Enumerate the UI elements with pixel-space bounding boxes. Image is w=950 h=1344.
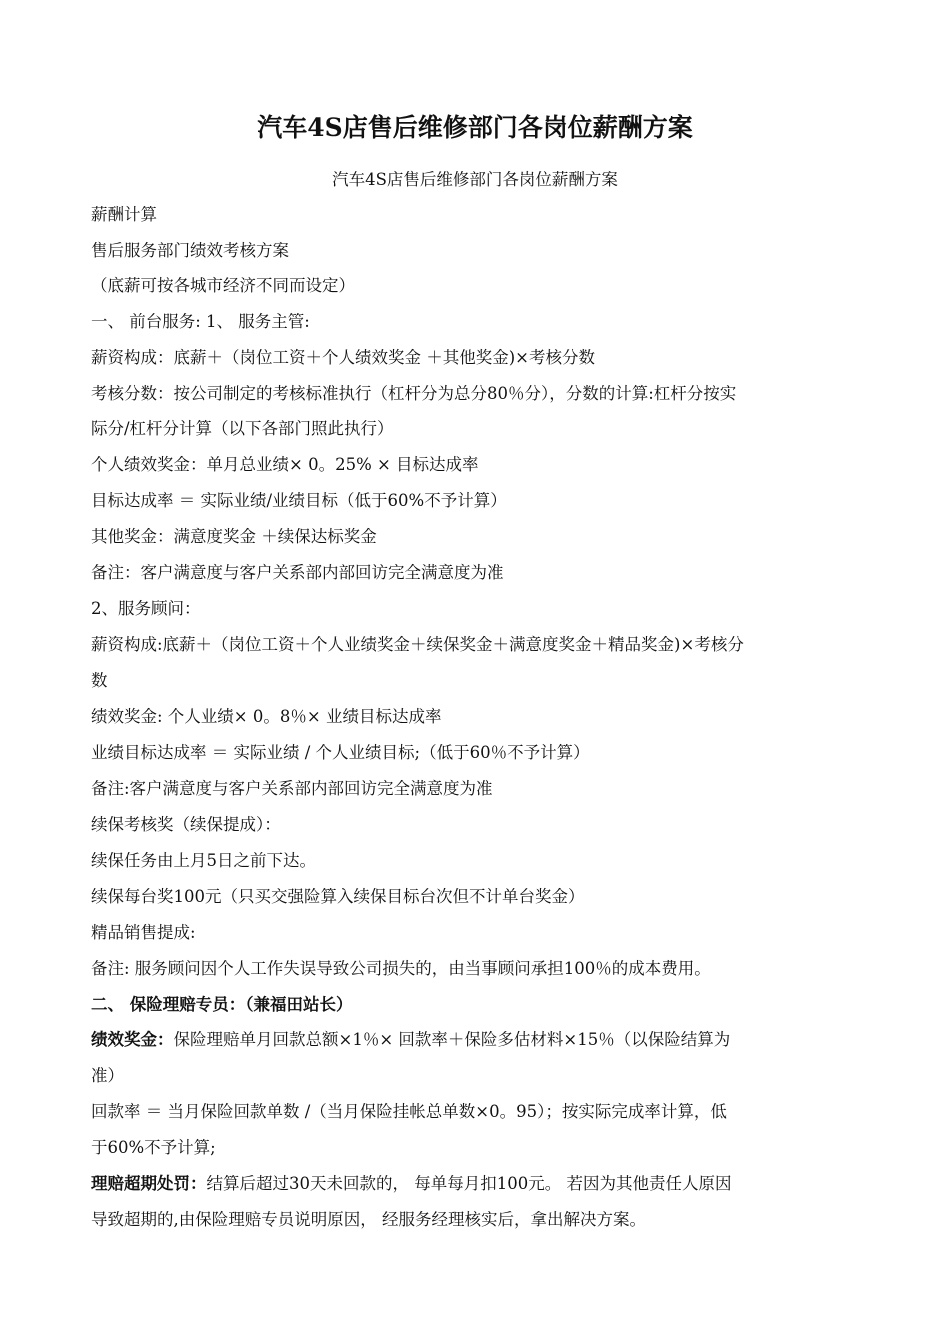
paragraph-score-1: 考核分数：按公司制定的考核标准执行（杠杆分为总分80％分），分数的计算:杠杆分按实 xyxy=(91,384,737,403)
paragraph-insurance-bonus-2: 准） xyxy=(91,1066,124,1085)
section-front-desk: 一、 前台服务: 1、 服务主管: xyxy=(91,312,310,331)
paragraph-score-2: 际分/杠杆分计算（以下各部门照此执行） xyxy=(91,419,394,438)
label-overdue-penalty: 理赔超期处罚： xyxy=(91,1174,207,1193)
label-performance-bonus: 绩效奖金： xyxy=(91,1030,174,1049)
paragraph-performance-plan: 售后服务部门绩效考核方案 xyxy=(91,241,289,260)
paragraph-other-bonus: 其他奖金：满意度奖金 ＋续保达标奖金 xyxy=(91,527,377,546)
paragraph-renewal-task: 续保任务由上月5日之前下达。 xyxy=(91,851,316,870)
paragraph-renewal-bonus: 续保考核奖（续保提成）： xyxy=(91,815,281,834)
paragraph-target-rate: 目标达成率 ＝ 实际业绩/业绩目标（低于60%不予计算） xyxy=(91,491,507,510)
paragraph-insurance-bonus-1 xyxy=(91,1026,871,1054)
paragraph-advisor-target: 业绩目标达成率 ＝ 实际业绩 / 个人业绩目标;（低于60％不予计算） xyxy=(91,743,590,762)
paragraph-renewal-per-car: 续保每台奖100元（只买交强险算入续保目标台次但不计单台奖金） xyxy=(91,887,585,906)
document-title: 汽车4S店售后维修部门各岗位薪酬方案 xyxy=(257,113,693,142)
paragraph-base-note: （底薪可按各城市经济不同而设定） xyxy=(91,276,355,295)
paragraph-overdue-penalty-2: 导致超期的,由保险理赔专员说明原因， 经服务经理核实后，拿出解决方案。 xyxy=(91,1210,646,1229)
section-service-advisor: 2、服务顾问： xyxy=(91,599,201,618)
paragraph-remark-1: 备注：客户满意度与客户关系部内部回访完全满意度为准 xyxy=(91,563,504,582)
text-performance-bonus: 保险理赔单月回款总额×1％× 回款率＋保险多估材料×15％（以保险结算为 xyxy=(173,1030,731,1049)
document-subtitle: 汽车4S店售后维修部门各岗位薪酬方案 xyxy=(332,170,618,189)
paragraph-remark-3: 备注: 服务顾问因个人工作失误导致公司损失的，由当事顾问承担100％的成本费用。 xyxy=(91,959,711,978)
paragraph-advisor-salary-1: 薪资构成:底薪＋（岗位工资＋个人业绩奖金＋续保奖金＋满意度奖金＋精品奖金)×考核分 xyxy=(91,635,744,654)
paragraph-collection-rate-2: 于60%不予计算; xyxy=(91,1138,216,1157)
paragraph-advisor-bonus: 绩效奖金: 个人业绩× 0。8％× 业绩目标达成率 xyxy=(91,707,442,726)
paragraph-salary-structure: 薪资构成：底薪＋（岗位工资＋个人绩效奖金 ＋其他奖金)×考核分数 xyxy=(91,348,596,367)
paragraph-salary-calc: 薪酬计算 xyxy=(91,205,157,224)
paragraph-accessory-sales: 精品销售提成: xyxy=(91,923,196,942)
text-overdue-penalty: 结算后超过30天未回款的， 每单每月扣100元。 若因为其他责任人原因 xyxy=(206,1174,732,1193)
section-insurance-claims: 二、 保险理赔专员：（兼福田站长） xyxy=(91,995,353,1014)
paragraph-collection-rate-1: 回款率 ＝ 当月保险回款单数 /（当月保险挂帐总单数×0。95）；按实际完成率计算，低 xyxy=(91,1102,727,1121)
paragraph-personal-bonus: 个人绩效奖金：单月总业绩× 0。25% × 目标达成率 xyxy=(91,455,479,474)
paragraph-overdue-penalty-1 xyxy=(91,1170,871,1198)
paragraph-advisor-salary-2: 数 xyxy=(91,671,108,690)
paragraph-remark-2: 备注:客户满意度与客户关系部内部回访完全满意度为准 xyxy=(91,779,493,798)
